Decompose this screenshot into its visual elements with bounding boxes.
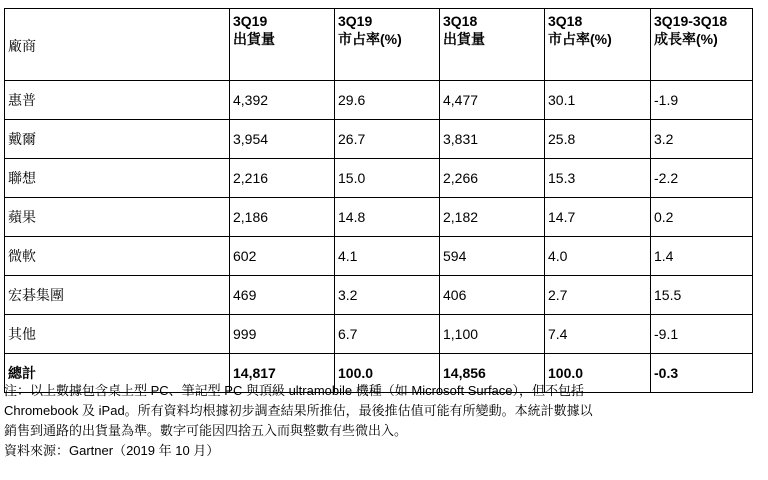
table-header-row	[5, 9, 753, 81]
growth-cell: 1.4	[651, 237, 753, 276]
shipments-3q18-cell: 1,100	[440, 315, 545, 354]
total-share-3q19-cell: 100.0	[335, 354, 440, 393]
growth-cell: 3.2	[651, 120, 753, 159]
share-3q19-cell: 6.7	[335, 315, 440, 354]
header-3q18-share	[545, 9, 651, 81]
footnotes	[4, 381, 764, 461]
table-row	[5, 237, 753, 276]
shipments-3q19-cell: 469	[230, 276, 335, 315]
table-row	[5, 276, 753, 315]
table-row	[5, 81, 753, 120]
shipments-3q19-cell: 4,392	[230, 81, 335, 120]
share-3q18-cell: 2.7	[545, 276, 651, 315]
shipments-3q19-cell: 2,216	[230, 159, 335, 198]
table-row	[5, 120, 753, 159]
vendor-cell: 宏碁集團	[5, 276, 230, 315]
vendor-cell: 微軟	[5, 237, 230, 276]
footnote-line: 銷售到通路的出貨量為準。數字可能因四捨五入而與整數有些微出入。	[4, 423, 408, 438]
share-3q18-cell: 30.1	[545, 81, 651, 120]
header-period: 3Q19-3Q18	[654, 13, 728, 29]
table-row	[5, 198, 753, 237]
shipments-3q18-cell: 2,182	[440, 198, 545, 237]
share-3q19-cell: 3.2	[335, 276, 440, 315]
header-period: 3Q18	[443, 13, 478, 29]
share-3q18-cell: 15.3	[545, 159, 651, 198]
table-row	[5, 159, 753, 198]
share-3q19-cell: 26.7	[335, 120, 440, 159]
vendor-cell: 惠普	[5, 81, 230, 120]
header-period: 3Q18	[548, 13, 583, 29]
share-3q18-cell: 25.8	[545, 120, 651, 159]
header-period: 3Q19	[233, 13, 268, 29]
share-3q18-cell: 4.0	[545, 237, 651, 276]
header-metric: 市占率(%)	[548, 31, 612, 47]
growth-cell: -1.9	[651, 81, 753, 120]
header-growth	[651, 9, 753, 81]
table-row	[5, 315, 753, 354]
vendor-cell: 其他	[5, 315, 230, 354]
total-share-3q18-cell: 100.0	[545, 354, 651, 393]
shipments-3q18-cell: 3,831	[440, 120, 545, 159]
share-3q19-cell: 15.0	[335, 159, 440, 198]
growth-cell: 0.2	[651, 198, 753, 237]
footnote-line: Chromebook 及 iPad。所有資料均根據初步調查結果所推估，最後推估值可能有所變動。本統計數據以	[4, 403, 593, 418]
header-3q19-shipments	[230, 9, 335, 81]
shipments-3q19-cell: 602	[230, 237, 335, 276]
share-3q18-cell: 14.7	[545, 198, 651, 237]
shipments-3q18-cell: 406	[440, 276, 545, 315]
total-shipments-3q18-cell: 14,856	[440, 354, 545, 393]
vendor-cell: 戴爾	[5, 120, 230, 159]
header-period: 3Q19	[338, 13, 373, 29]
footnote-line: 注：以上數據包含桌上型 PC、筆記型 PC 與頂級 ultramobile 機種（如 Microsoft Surface），但不包括	[4, 383, 585, 398]
header-vendor: 廠商	[5, 9, 230, 81]
total-shipments-3q19-cell: 14,817	[230, 354, 335, 393]
pc-shipments-table	[4, 8, 753, 393]
shipments-3q19-cell: 999	[230, 315, 335, 354]
total-label-cell: 總計	[5, 354, 230, 393]
header-metric: 成長率(%)	[654, 31, 718, 47]
growth-cell: -2.2	[651, 159, 753, 198]
vendor-cell: 聯想	[5, 159, 230, 198]
header-3q18-shipments	[440, 9, 545, 81]
source-note: 資料來源：Gartner（2019 年 10 月）	[4, 443, 220, 458]
share-3q18-cell: 7.4	[545, 315, 651, 354]
vendor-cell: 蘋果	[5, 198, 230, 237]
growth-cell: -9.1	[651, 315, 753, 354]
shipments-3q18-cell: 4,477	[440, 81, 545, 120]
shipments-3q19-cell: 2,186	[230, 198, 335, 237]
shipments-3q18-cell: 2,266	[440, 159, 545, 198]
header-metric: 出貨量	[443, 31, 485, 47]
share-3q19-cell: 4.1	[335, 237, 440, 276]
shipments-3q18-cell: 594	[440, 237, 545, 276]
header-metric: 出貨量	[233, 31, 275, 47]
share-3q19-cell: 14.8	[335, 198, 440, 237]
header-metric: 市占率(%)	[338, 31, 402, 47]
header-3q19-share	[335, 9, 440, 81]
share-3q19-cell: 29.6	[335, 81, 440, 120]
shipments-3q19-cell: 3,954	[230, 120, 335, 159]
total-growth-cell: -0.3	[651, 354, 753, 393]
growth-cell: 15.5	[651, 276, 753, 315]
